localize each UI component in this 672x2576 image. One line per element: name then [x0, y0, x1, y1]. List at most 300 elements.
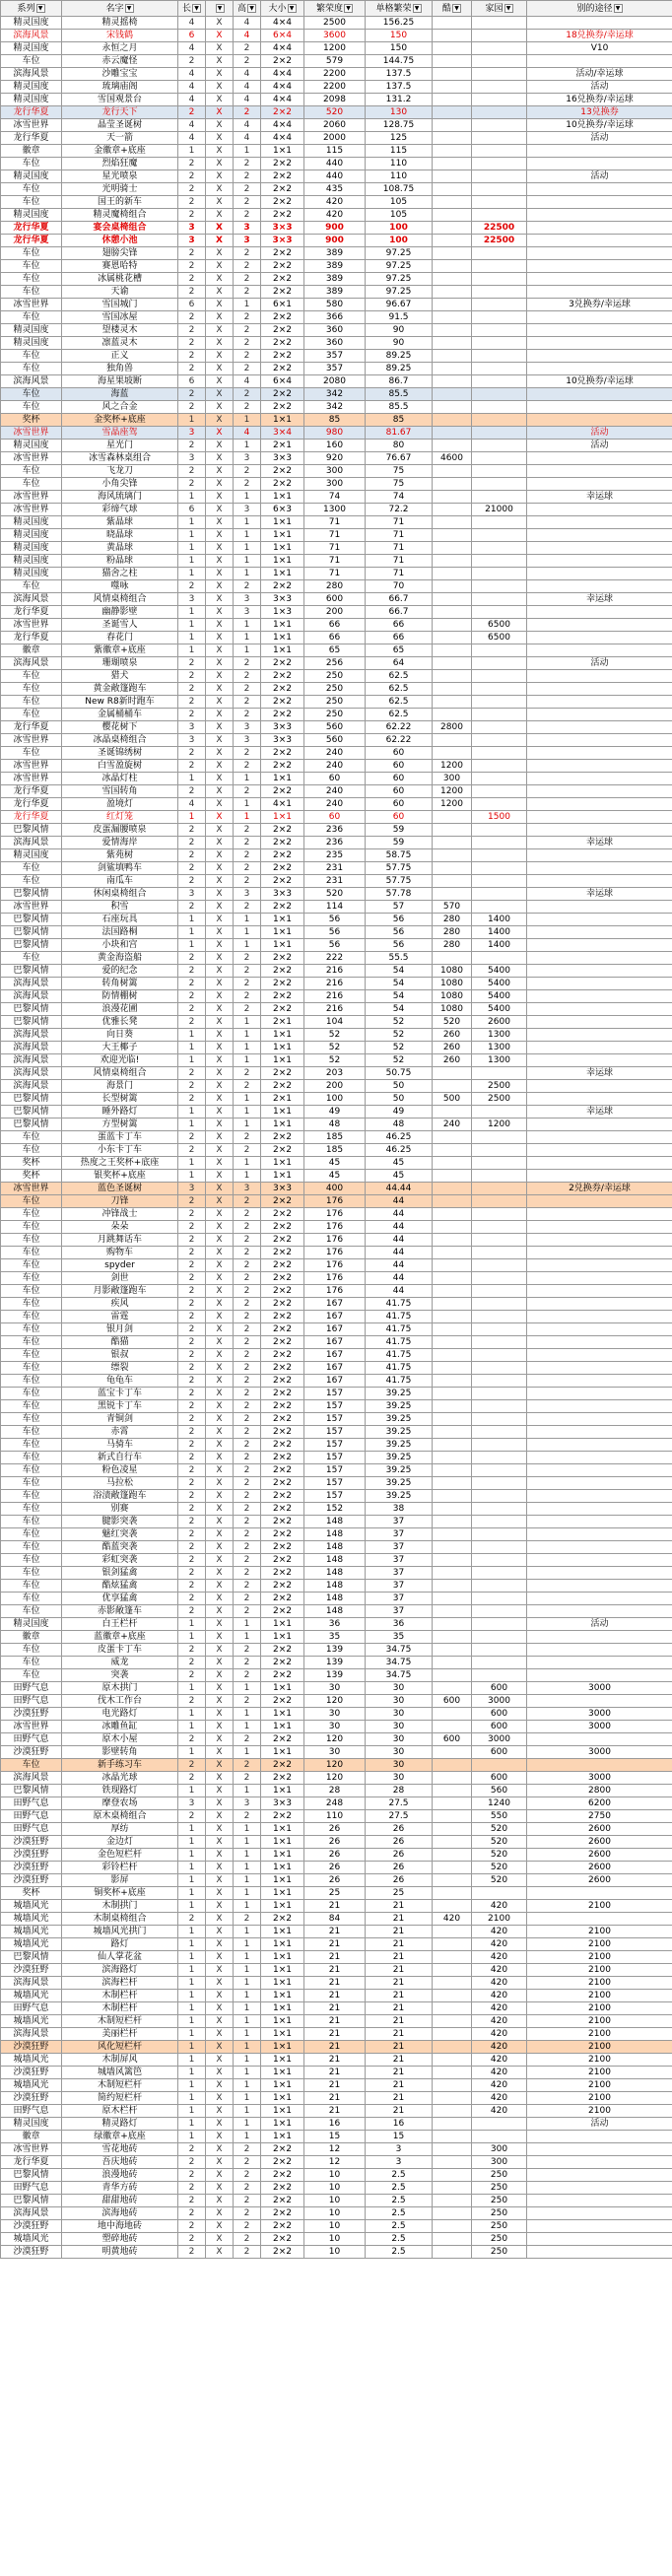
table-cell[interactable]: [472, 1631, 527, 1644]
table-cell[interactable]: 26: [304, 1836, 366, 1849]
table-cell[interactable]: X: [206, 491, 234, 504]
table-cell[interactable]: 2×2: [261, 1298, 304, 1311]
table-cell[interactable]: 52: [304, 1042, 366, 1054]
table-cell[interactable]: 巴黎风情: [1, 926, 62, 939]
table-cell[interactable]: 龙行华夏: [1, 106, 62, 119]
table-cell[interactable]: 240: [304, 785, 366, 798]
table-cell[interactable]: 活动: [527, 2118, 672, 2131]
table-cell[interactable]: 2: [234, 1336, 261, 1349]
table-cell[interactable]: 1: [234, 1938, 261, 1951]
table-cell[interactable]: 吾庆地砖: [62, 2156, 178, 2169]
table-cell[interactable]: 1: [234, 491, 261, 504]
table-row[interactable]: [1, 939, 672, 952]
table-cell[interactable]: 30: [366, 1721, 433, 1733]
table-cell[interactable]: [527, 2131, 672, 2143]
table-cell[interactable]: 2×2: [261, 670, 304, 683]
table-cell[interactable]: [472, 1247, 527, 1259]
table-cell[interactable]: 62.22: [366, 721, 433, 734]
table-cell[interactable]: 向日葵: [62, 1029, 178, 1042]
table-cell[interactable]: X: [206, 606, 234, 619]
table-cell[interactable]: 龙行华夏: [1, 606, 62, 619]
table-cell[interactable]: [433, 491, 472, 504]
table-cell[interactable]: 浪漫地砖: [62, 2169, 178, 2182]
table-cell[interactable]: 车位: [1, 478, 62, 491]
table-cell[interactable]: X: [206, 2195, 234, 2207]
table-cell[interactable]: 2×2: [261, 1375, 304, 1388]
table-cell[interactable]: [527, 1195, 672, 1208]
column-header-width[interactable]: 高 ▼: [234, 1, 261, 17]
table-cell[interactable]: [433, 1951, 472, 1964]
table-cell[interactable]: [433, 1131, 472, 1144]
table-cell[interactable]: 560: [472, 1785, 527, 1797]
table-cell[interactable]: [433, 1259, 472, 1272]
table-cell[interactable]: 冰雪世界: [1, 760, 62, 773]
table-cell[interactable]: 精灵国度: [1, 17, 62, 30]
table-cell[interactable]: 2×2: [261, 337, 304, 350]
filter-dropdown-icon[interactable]: ▼: [614, 4, 623, 13]
table-cell[interactable]: 2: [234, 55, 261, 68]
table-cell[interactable]: 路灯: [62, 1938, 178, 1951]
table-cell[interactable]: 滨海风景: [1, 1977, 62, 1990]
table-cell[interactable]: 60: [366, 811, 433, 824]
table-cell[interactable]: 2: [178, 1503, 206, 1516]
table-cell[interactable]: [433, 516, 472, 529]
table-cell[interactable]: 1: [178, 1708, 206, 1721]
table-cell[interactable]: 2×2: [261, 1541, 304, 1554]
table-cell[interactable]: X: [206, 965, 234, 978]
table-row[interactable]: [1, 2169, 672, 2182]
table-cell[interactable]: X: [206, 375, 234, 388]
table-cell[interactable]: 4: [234, 119, 261, 132]
table-cell[interactable]: [433, 299, 472, 311]
table-cell[interactable]: 2.5: [366, 2195, 433, 2207]
table-cell[interactable]: [527, 849, 672, 862]
table-cell[interactable]: 徽章: [1, 1631, 62, 1644]
table-row[interactable]: [1, 1388, 672, 1400]
table-cell[interactable]: 1080: [433, 990, 472, 1003]
table-cell[interactable]: X: [206, 734, 234, 747]
table-cell[interactable]: 巴黎风情: [1, 1119, 62, 1131]
table-cell[interactable]: 2×2: [261, 760, 304, 773]
table-cell[interactable]: 21: [366, 1964, 433, 1977]
table-cell[interactable]: [472, 888, 527, 901]
table-cell[interactable]: [527, 183, 672, 196]
table-cell[interactable]: 车位: [1, 1131, 62, 1144]
table-cell[interactable]: X: [206, 632, 234, 644]
table-cell[interactable]: 46.25: [366, 1144, 433, 1157]
table-cell[interactable]: 2100: [527, 1964, 672, 1977]
table-cell[interactable]: 280: [433, 914, 472, 926]
table-cell[interactable]: 猎犬: [62, 670, 178, 683]
table-cell[interactable]: 2: [178, 1067, 206, 1080]
table-cell[interactable]: 260: [433, 1042, 472, 1054]
table-cell[interactable]: 1×1: [261, 2092, 304, 2105]
table-cell[interactable]: X: [206, 119, 234, 132]
table-row[interactable]: [1, 1951, 672, 1964]
table-cell[interactable]: [433, 1170, 472, 1183]
table-cell[interactable]: [433, 1823, 472, 1836]
table-cell[interactable]: 车位: [1, 1605, 62, 1618]
table-cell[interactable]: 6×4: [261, 375, 304, 388]
table-cell[interactable]: [527, 1029, 672, 1042]
table-cell[interactable]: 21: [366, 2092, 433, 2105]
table-cell[interactable]: 滨海风景: [1, 593, 62, 606]
table-cell[interactable]: 131.2: [366, 94, 433, 106]
table-cell[interactable]: 1×3: [261, 606, 304, 619]
table-cell[interactable]: X: [206, 1657, 234, 1669]
table-cell[interactable]: X: [206, 811, 234, 824]
table-cell[interactable]: 2: [234, 158, 261, 170]
table-cell[interactable]: 田野气息: [1, 2105, 62, 2118]
table-cell[interactable]: 1: [234, 568, 261, 580]
table-cell[interactable]: [527, 452, 672, 465]
table-row[interactable]: [1, 1874, 672, 1887]
table-cell[interactable]: 车位: [1, 1593, 62, 1605]
table-cell[interactable]: 1: [234, 2015, 261, 2028]
table-cell[interactable]: 128.75: [366, 119, 433, 132]
table-cell[interactable]: 雪国冰屋: [62, 311, 178, 324]
table-cell[interactable]: X: [206, 926, 234, 939]
table-cell[interactable]: 2×2: [261, 1208, 304, 1221]
table-row[interactable]: [1, 1490, 672, 1503]
table-cell[interactable]: [433, 1644, 472, 1657]
table-cell[interactable]: 2: [178, 2246, 206, 2259]
table-cell[interactable]: 2: [178, 1144, 206, 1157]
table-cell[interactable]: 幸运球: [527, 837, 672, 849]
table-cell[interactable]: [433, 2118, 472, 2131]
table-cell[interactable]: 72.2: [366, 504, 433, 516]
table-cell[interactable]: 120: [304, 1772, 366, 1785]
table-cell[interactable]: 250: [472, 2233, 527, 2246]
table-cell[interactable]: [433, 709, 472, 721]
table-cell[interactable]: 1: [178, 516, 206, 529]
table-cell[interactable]: 21: [366, 1913, 433, 1926]
table-cell[interactable]: 1300: [472, 1042, 527, 1054]
table-cell[interactable]: 光明骑士: [62, 183, 178, 196]
table-cell[interactable]: 2×2: [261, 1285, 304, 1298]
table-cell[interactable]: 风之合金: [62, 401, 178, 414]
table-cell[interactable]: 1×1: [261, 2054, 304, 2067]
table-cell[interactable]: 爱情海岸: [62, 837, 178, 849]
table-cell[interactable]: 滨海风景: [1, 1067, 62, 1080]
table-cell[interactable]: [433, 593, 472, 606]
table-cell[interactable]: 转角树篱: [62, 978, 178, 990]
table-cell[interactable]: [472, 1285, 527, 1298]
table-cell[interactable]: [433, 568, 472, 580]
table-cell[interactable]: 银剑猛禽: [62, 1567, 178, 1580]
table-cell[interactable]: 2: [234, 311, 261, 324]
table-cell[interactable]: 城墙风光拱门: [62, 1926, 178, 1938]
table-cell[interactable]: 39.25: [366, 1452, 433, 1464]
table-cell[interactable]: [433, 952, 472, 965]
table-cell[interactable]: X: [206, 350, 234, 363]
table-cell[interactable]: [527, 824, 672, 837]
table-cell[interactable]: [527, 1644, 672, 1657]
table-cell[interactable]: [433, 1772, 472, 1785]
table-cell[interactable]: 39.25: [366, 1388, 433, 1400]
table-cell[interactable]: [527, 311, 672, 324]
table-cell[interactable]: 56: [304, 914, 366, 926]
table-row[interactable]: [1, 1131, 672, 1144]
table-cell[interactable]: 4: [178, 17, 206, 30]
table-cell[interactable]: 1: [178, 1887, 206, 1900]
table-cell[interactable]: 1×1: [261, 1029, 304, 1042]
table-cell[interactable]: 1×1: [261, 568, 304, 580]
table-cell[interactable]: 2: [234, 1464, 261, 1477]
table-cell[interactable]: X: [206, 568, 234, 580]
table-cell[interactable]: 3×3: [261, 888, 304, 901]
table-cell[interactable]: [433, 1503, 472, 1516]
table-cell[interactable]: 车位: [1, 1247, 62, 1259]
table-row[interactable]: [1, 1516, 672, 1528]
table-cell[interactable]: 12: [304, 2143, 366, 2156]
table-cell[interactable]: 珊瑚喷泉: [62, 657, 178, 670]
table-cell[interactable]: 52: [304, 1029, 366, 1042]
table-cell[interactable]: 圣诞锦绣树: [62, 747, 178, 760]
table-cell[interactable]: 3×3: [261, 235, 304, 247]
table-cell[interactable]: X: [206, 1106, 234, 1119]
table-cell[interactable]: [472, 1298, 527, 1311]
table-cell[interactable]: [527, 2169, 672, 2182]
table-cell[interactable]: X: [206, 427, 234, 440]
table-cell[interactable]: 1: [178, 1951, 206, 1964]
table-cell[interactable]: 独角兽: [62, 363, 178, 375]
table-cell[interactable]: X: [206, 2092, 234, 2105]
table-cell[interactable]: 2: [178, 580, 206, 593]
table-cell[interactable]: 车位: [1, 1567, 62, 1580]
table-cell[interactable]: 2×2: [261, 1234, 304, 1247]
table-cell[interactable]: 97.25: [366, 273, 433, 286]
table-cell[interactable]: 简约短栏杆: [62, 2092, 178, 2105]
table-cell[interactable]: [433, 1900, 472, 1913]
table-cell[interactable]: 44.44: [366, 1183, 433, 1195]
table-cell[interactable]: 1×1: [261, 1874, 304, 1887]
table-cell[interactable]: 1300: [472, 1029, 527, 1042]
table-cell[interactable]: 2600: [527, 1823, 672, 1836]
table-cell[interactable]: [527, 1323, 672, 1336]
table-cell[interactable]: 2: [234, 1452, 261, 1464]
filter-dropdown-icon[interactable]: ▼: [36, 4, 45, 13]
table-cell[interactable]: 2×2: [261, 1580, 304, 1593]
table-cell[interactable]: 85: [366, 414, 433, 427]
table-cell[interactable]: [472, 1554, 527, 1567]
table-cell[interactable]: [472, 1157, 527, 1170]
table-cell[interactable]: 幽静影壁: [62, 606, 178, 619]
table-cell[interactable]: 2: [178, 990, 206, 1003]
table-cell[interactable]: 59: [366, 837, 433, 849]
table-cell[interactable]: 1: [234, 2131, 261, 2143]
table-row[interactable]: [1, 1567, 672, 1580]
table-cell[interactable]: 2×2: [261, 1259, 304, 1272]
table-cell[interactable]: 车位: [1, 1375, 62, 1388]
table-row[interactable]: [1, 1170, 672, 1183]
table-cell[interactable]: 1: [178, 555, 206, 568]
table-cell[interactable]: 2: [178, 824, 206, 837]
table-row[interactable]: [1, 106, 672, 119]
table-cell[interactable]: 216: [304, 990, 366, 1003]
table-row[interactable]: [1, 542, 672, 555]
table-cell[interactable]: 1×1: [261, 2079, 304, 2092]
table-cell[interactable]: [472, 734, 527, 747]
table-cell[interactable]: 1: [234, 2092, 261, 2105]
table-cell[interactable]: X: [206, 1259, 234, 1272]
table-cell[interactable]: 1: [234, 1631, 261, 1644]
table-cell[interactable]: [527, 1234, 672, 1247]
table-cell[interactable]: 车位: [1, 1413, 62, 1426]
table-cell[interactable]: 幸运球: [527, 888, 672, 901]
table-cell[interactable]: [433, 1862, 472, 1874]
table-cell[interactable]: [527, 555, 672, 568]
table-cell[interactable]: 34.75: [366, 1657, 433, 1669]
table-cell[interactable]: [472, 1234, 527, 1247]
table-cell[interactable]: 2600: [527, 1862, 672, 1874]
table-cell[interactable]: 520: [472, 1823, 527, 1836]
table-cell[interactable]: [433, 119, 472, 132]
table-cell[interactable]: 2: [234, 260, 261, 273]
table-cell[interactable]: 1: [178, 568, 206, 580]
table-cell[interactable]: 2×2: [261, 1503, 304, 1516]
table-cell[interactable]: X: [206, 1400, 234, 1413]
table-cell[interactable]: 1: [178, 1054, 206, 1067]
table-cell[interactable]: [472, 196, 527, 209]
table-cell[interactable]: 2: [234, 1503, 261, 1516]
table-row[interactable]: [1, 94, 672, 106]
table-cell[interactable]: X: [206, 1439, 234, 1452]
table-cell[interactable]: 2: [234, 875, 261, 888]
table-row[interactable]: [1, 965, 672, 978]
table-cell[interactable]: 2: [178, 1195, 206, 1208]
table-row[interactable]: [1, 1016, 672, 1029]
table-cell[interactable]: 马骑车: [62, 1439, 178, 1452]
table-cell[interactable]: 冰雪世界: [1, 2143, 62, 2156]
table-cell[interactable]: 赤影敞篷车: [62, 1605, 178, 1618]
table-cell[interactable]: [433, 1593, 472, 1605]
table-cell[interactable]: 巴黎风情: [1, 1016, 62, 1029]
table-cell[interactable]: [472, 94, 527, 106]
table-cell[interactable]: 2: [178, 337, 206, 350]
table-cell[interactable]: 1×1: [261, 1042, 304, 1054]
table-cell[interactable]: 4×4: [261, 94, 304, 106]
table-cell[interactable]: 1×1: [261, 1054, 304, 1067]
table-cell[interactable]: 4×4: [261, 119, 304, 132]
table-cell[interactable]: 600: [304, 593, 366, 606]
table-cell[interactable]: [472, 1362, 527, 1375]
table-row[interactable]: [1, 1695, 672, 1708]
table-row[interactable]: [1, 209, 672, 222]
table-cell[interactable]: 2: [178, 440, 206, 452]
table-cell[interactable]: 71: [366, 516, 433, 529]
table-cell[interactable]: 52: [304, 1054, 366, 1067]
table-cell[interactable]: 金徽章+底座: [62, 145, 178, 158]
table-cell[interactable]: [433, 196, 472, 209]
table-cell[interactable]: 1: [178, 1862, 206, 1874]
table-cell[interactable]: 车位: [1, 1669, 62, 1682]
table-cell[interactable]: 精灵国度: [1, 555, 62, 568]
table-cell[interactable]: 222: [304, 952, 366, 965]
table-row[interactable]: [1, 2143, 672, 2156]
table-cell[interactable]: 248: [304, 1797, 366, 1810]
table-cell[interactable]: 342: [304, 401, 366, 414]
table-cell[interactable]: 39.25: [366, 1400, 433, 1413]
table-cell[interactable]: 塑碎地砖: [62, 2233, 178, 2246]
table-cell[interactable]: X: [206, 1823, 234, 1836]
table-row[interactable]: [1, 1285, 672, 1298]
table-cell[interactable]: [527, 952, 672, 965]
table-row[interactable]: [1, 1759, 672, 1772]
table-cell[interactable]: 3: [234, 235, 261, 247]
table-cell[interactable]: 酷蓝突袭: [62, 1541, 178, 1554]
table-cell[interactable]: X: [206, 1759, 234, 1772]
table-cell[interactable]: X: [206, 901, 234, 914]
table-cell[interactable]: 2: [178, 683, 206, 696]
table-cell[interactable]: 2×2: [261, 657, 304, 670]
table-cell[interactable]: 4: [234, 94, 261, 106]
table-cell[interactable]: 56: [304, 926, 366, 939]
table-row[interactable]: [1, 798, 672, 811]
table-cell[interactable]: [433, 1439, 472, 1452]
table-cell[interactable]: 1×1: [261, 1823, 304, 1836]
table-cell[interactable]: [527, 504, 672, 516]
table-cell[interactable]: 21: [366, 1951, 433, 1964]
table-cell[interactable]: [472, 875, 527, 888]
table-cell[interactable]: [433, 1746, 472, 1759]
table-cell[interactable]: 89.25: [366, 350, 433, 363]
table-cell[interactable]: X: [206, 324, 234, 337]
table-cell[interactable]: 52: [366, 1042, 433, 1054]
table-cell[interactable]: 3: [366, 2156, 433, 2169]
table-cell[interactable]: 2100: [527, 1926, 672, 1938]
table-cell[interactable]: 57.75: [366, 875, 433, 888]
table-cell[interactable]: X: [206, 683, 234, 696]
table-cell[interactable]: 1: [234, 1721, 261, 1733]
table-cell[interactable]: 1300: [472, 1054, 527, 1067]
table-cell[interactable]: [472, 311, 527, 324]
table-cell[interactable]: X: [206, 1080, 234, 1093]
table-cell[interactable]: 2: [234, 324, 261, 337]
table-cell[interactable]: 精灵国度: [1, 81, 62, 94]
table-cell[interactable]: 150: [366, 42, 433, 55]
table-cell[interactable]: [472, 837, 527, 849]
table-cell[interactable]: 车位: [1, 1426, 62, 1439]
table-cell[interactable]: 2: [178, 1913, 206, 1926]
table-cell[interactable]: 21: [366, 2041, 433, 2054]
table-cell[interactable]: X: [206, 2143, 234, 2156]
table-cell[interactable]: 37: [366, 1528, 433, 1541]
table-cell[interactable]: 原木栏杆: [62, 2105, 178, 2118]
table-cell[interactable]: 巴黎风情: [1, 1785, 62, 1797]
table-cell[interactable]: 2: [178, 1490, 206, 1503]
table-cell[interactable]: [472, 1464, 527, 1477]
table-cell[interactable]: 车位: [1, 260, 62, 273]
table-cell[interactable]: 2×1: [261, 1016, 304, 1029]
table-cell[interactable]: 75: [366, 478, 433, 491]
table-cell[interactable]: [527, 1080, 672, 1093]
column-header-home[interactable]: 家园 ▼: [472, 1, 527, 17]
table-row[interactable]: [1, 1247, 672, 1259]
table-cell[interactable]: 2: [234, 1913, 261, 1926]
table-cell[interactable]: 4×4: [261, 132, 304, 145]
table-cell[interactable]: [433, 1323, 472, 1336]
table-cell[interactable]: 原木桌椅组合: [62, 1810, 178, 1823]
table-cell[interactable]: [472, 721, 527, 734]
table-cell[interactable]: [472, 785, 527, 798]
table-cell[interactable]: 80: [366, 440, 433, 452]
table-row[interactable]: [1, 504, 672, 516]
table-cell[interactable]: 2: [178, 1311, 206, 1323]
table-cell[interactable]: 2×2: [261, 388, 304, 401]
table-cell[interactable]: 2098: [304, 94, 366, 106]
table-row[interactable]: [1, 1528, 672, 1541]
